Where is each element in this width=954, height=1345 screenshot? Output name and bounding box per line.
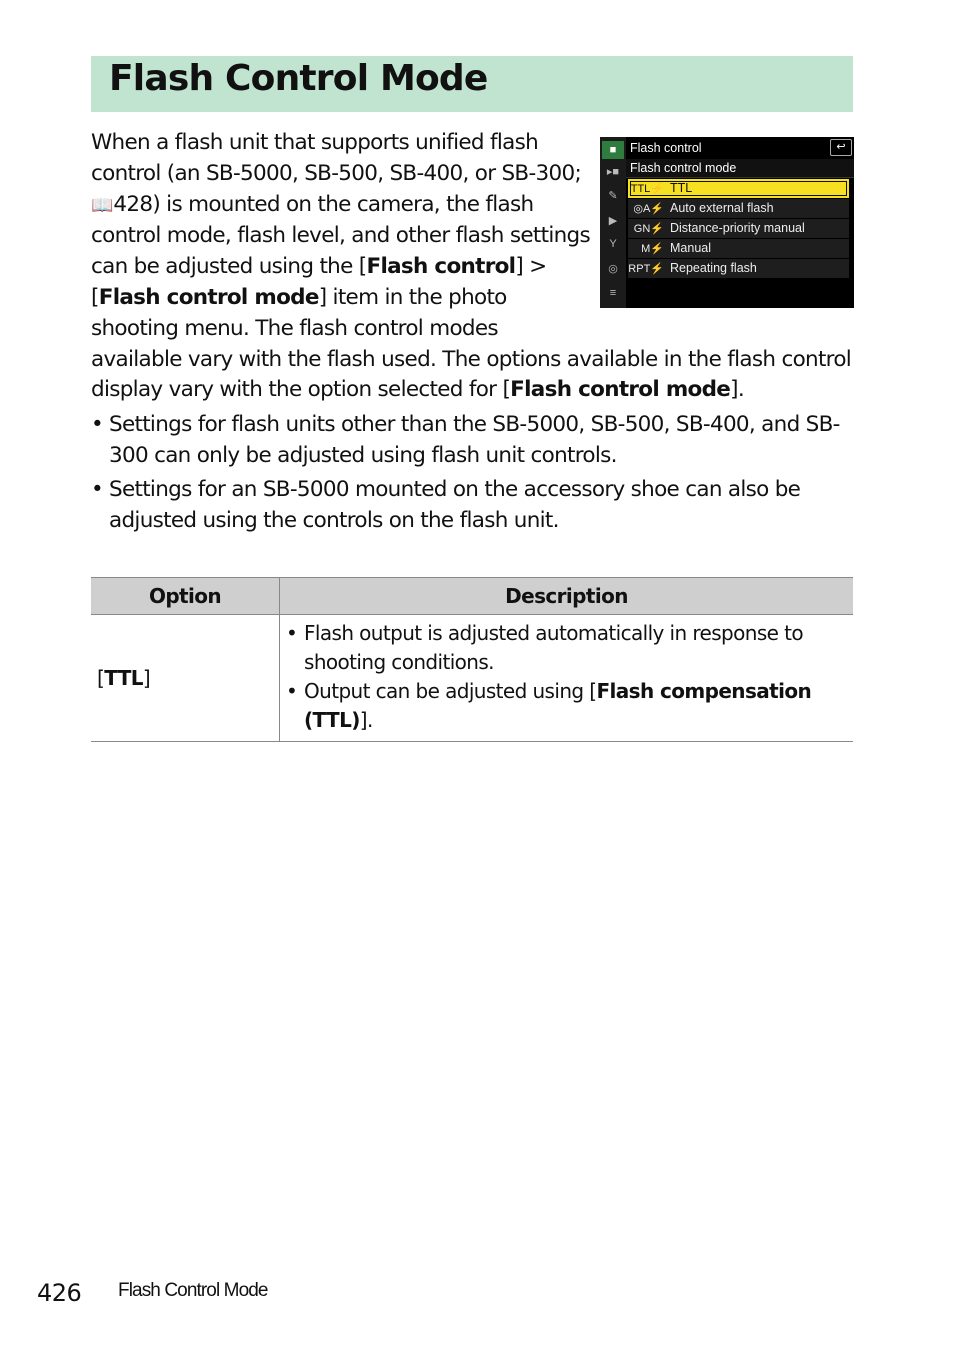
playback-icon: ▶: [608, 215, 618, 227]
menu-item-label: TTL: [670, 181, 693, 195]
menu-header: Flash control: [630, 141, 702, 155]
wrench-icon: Y: [609, 238, 617, 250]
page-reference[interactable]: 428: [113, 191, 153, 217]
page-title: Flash Control Mode: [109, 58, 488, 99]
option-cell: [TTL]: [91, 615, 280, 742]
gn-flash-icon: GN⚡: [633, 223, 664, 235]
menu-item-label: Distance-priority manual: [670, 221, 805, 235]
menu-item-label: Repeating flash: [670, 261, 757, 275]
description-cell: [280, 615, 854, 742]
menu-item-ttl: [628, 179, 849, 198]
menu-item-distance-priority-manual: [628, 219, 849, 238]
camera-menu-screenshot: [600, 137, 854, 308]
repeating-flash-icon: RPT⚡: [628, 263, 664, 275]
page-number: 426: [37, 1279, 82, 1307]
table-header-row: [91, 578, 853, 615]
manual-flash-icon: M⚡: [641, 243, 664, 255]
return-icon: ↩: [830, 139, 852, 156]
auto-external-flash-icon: ◎A⚡: [633, 203, 664, 215]
list-item: • Settings for flash units other than the SB-5000, SB-500, SB-400, and SB-300 can only be adjusted using flash unit controls.: [91, 410, 855, 472]
options-table: [91, 577, 853, 742]
notes-list: [91, 410, 855, 536]
movie-icon: ▸■: [606, 166, 620, 178]
list-item: • Flash output is adjusted automatically in response to shooting conditions.: [286, 619, 847, 677]
menu-item-label: Auto external flash: [670, 201, 774, 215]
menu-item-manual: [628, 239, 849, 258]
menu-subheader: Flash control mode: [626, 159, 854, 178]
table-row: [91, 615, 853, 742]
body-text: [91, 128, 855, 539]
camera-icon: ■: [602, 141, 624, 159]
my-menu-icon: ≡: [609, 287, 617, 299]
menu-side-tabs: [600, 137, 626, 308]
ttl-flash-icon: TTL⚡: [630, 183, 664, 195]
pencil-icon: ✎: [608, 190, 618, 202]
menu-item-auto-external-flash: [628, 199, 849, 218]
menu-item-repeating-flash: [628, 259, 849, 278]
intro-paragraph: When a flash unit that supports unified flash control (an SB-5000, SB-500, SB-400, or SB-300; 📖428) is mounted on the camera, the flash control mode, flash level, and other flash settings can be adjusted using the [Flash control] > [Flash control mode] item in the photo shooting menu. The flash control modes available vary with the flash used. The options available in the flash control display vary with the option selected for [Flash control mode].: [91, 130, 852, 403]
retouch-icon: ◎: [608, 263, 618, 275]
menu-item-label: Manual: [670, 241, 711, 255]
list-item: • Settings for an SB-5000 mounted on the accessory shoe can also be adjusted using the controls on the flash unit.: [91, 475, 855, 537]
list-item: • Output can be adjusted using [Flash compensation (TTL)].: [286, 677, 847, 735]
column-header-option: Option: [91, 578, 280, 615]
title-bar: [91, 56, 853, 112]
column-header-description: Description: [280, 578, 854, 615]
running-title: Flash Control Mode: [118, 1280, 268, 1301]
book-icon: 📖: [91, 194, 114, 216]
